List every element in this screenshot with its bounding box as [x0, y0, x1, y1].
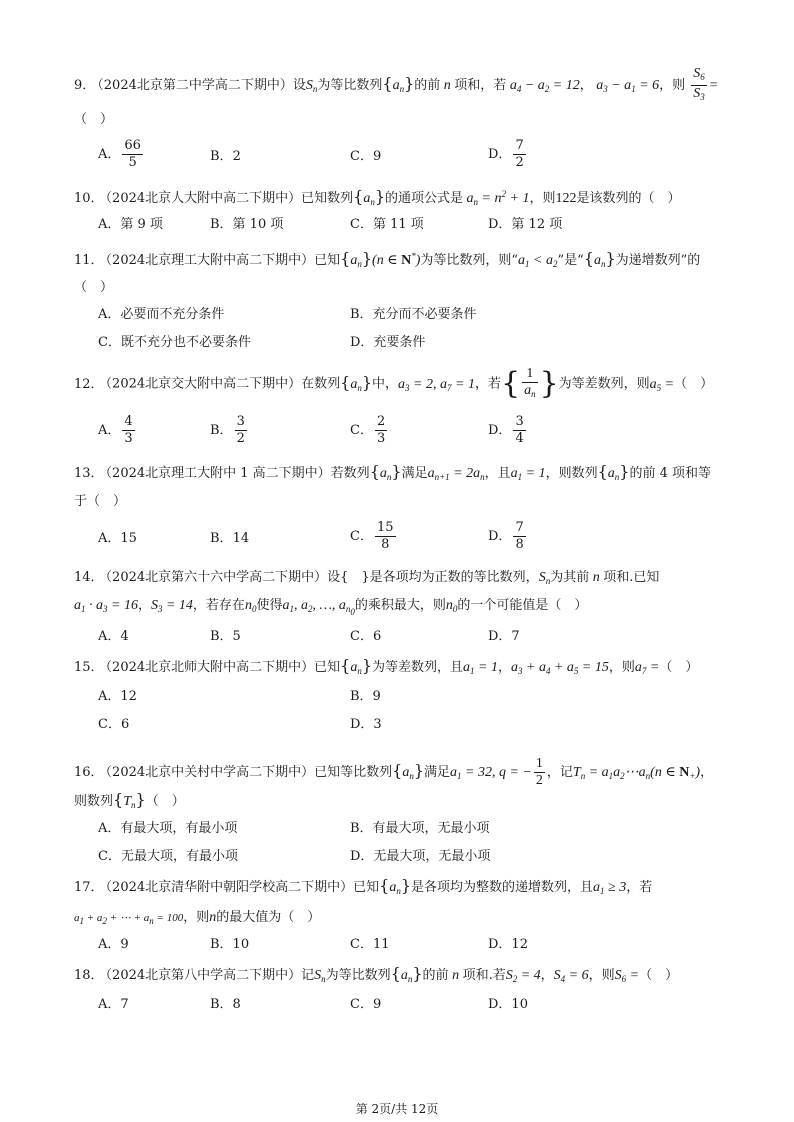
- question-16: 16． （2024北京中关村中学高二下期中）已知等比数列$\{a_n\}$满足$a_1 = 32$, q = − $\frac{1}{2}$ ，记$T_n$ = $a_1a_2\cdots a_n(n$ ∈ $N_+$)，: [74, 756, 714, 788]
- q18-option-d[interactable]: D．10: [488, 997, 528, 1012]
- q17-option-b[interactable]: B．10: [210, 937, 250, 952]
- q11-option-c[interactable]: C．既不充分也不必要条件: [98, 335, 251, 350]
- q11-option-d[interactable]: D．充要条件: [350, 335, 426, 350]
- q18-option-b[interactable]: B．8: [210, 997, 241, 1012]
- q9-option-c[interactable]: C．9: [350, 149, 382, 164]
- q11-answer-paren: （ ）: [74, 280, 114, 295]
- q15-option-d[interactable]: D．3: [350, 717, 382, 732]
- q15-option-a[interactable]: A．12: [98, 689, 137, 704]
- q13-option-a[interactable]: A．15: [98, 531, 137, 546]
- question-18: 18． （2024北京第八中学高二下期中）记$S_n$为等比数列$\{a_n\}$的前 n 项和.若$S_2 = 4$，$S_4 = 6$，则$S_6$ =（ ）: [74, 964, 679, 984]
- q17-option-a[interactable]: A．9: [98, 937, 129, 952]
- q13-option-b[interactable]: B．14: [210, 531, 250, 546]
- q18-option-a[interactable]: A．7: [98, 997, 129, 1012]
- q17-line2: $a_1 + a_2$ + ⋯ + $a_n = 100$，则n的最大值为（ ）: [74, 910, 321, 926]
- question-15: 15． （2024北京北师大附中高二下期中）已知$\{a_n\}$为等差数列，且$a_1 = 1$，$a_3 + a_4 + a_5 = 15$，则$a_7$ =（ ）: [74, 656, 699, 676]
- q11-option-b[interactable]: B．充分而不必要条件: [350, 307, 477, 322]
- q10-option-d[interactable]: D．第 12 项: [488, 217, 563, 232]
- q16-option-a[interactable]: A．有最大项，有最小项: [98, 821, 238, 836]
- q13-option-c[interactable]: C． $\frac{15}{8}$: [350, 520, 394, 552]
- question-9: 9． （2024北京第二中学高二下期中）设$S_n$为等比数列$\{a_n\}$的前 n 项和，若 $a_4 - a_2 = 12$， $a_3 - a_1 = 6$，则 $\frac{S_6}{S_3}$ =: [74, 66, 734, 105]
- q10-option-c[interactable]: C．第 11 项: [350, 217, 424, 232]
- question-17: 17． （2024北京清华附中朝阳学校高二下期中）已知$\{a_n\}$是各项均为整数的递增数列，且$a_1 \ge 3$，若: [74, 876, 653, 896]
- question-13: 13． （2024北京理工大附中 1 高二下期中）若数列$\{a_n\}$满足$a_{n+1} = 2a_n$，且$a_1 = 1$，则数列$\{a_n\}$的前 4 项和等: [74, 462, 712, 482]
- q9-eq1: $a_4 - a_2 = 12$: [506, 78, 580, 94]
- q16-option-d[interactable]: D．无最大项，无最小项: [350, 849, 491, 864]
- q17-option-c[interactable]: C．11: [350, 937, 390, 952]
- q15-option-c[interactable]: C．6: [98, 717, 130, 732]
- q14-option-c[interactable]: C．6: [350, 629, 382, 644]
- question-14: 14． （2024北京第六十六中学高二下期中）设{ }是各项均为正数的等比数列，$S_n$为其前 n 项和.已知: [74, 570, 660, 586]
- q14-option-d[interactable]: D．7: [488, 629, 520, 644]
- question-11: 11． （2024北京理工大附中高二下期中）已知$\{a_n\}(n$ ∈ N*)为等比数列，则“$a_1 < a_2$”是“$\{a_n\}$为递增数列”的: [74, 249, 701, 269]
- q12-option-b[interactable]: B． $\frac{3}{2}$: [210, 414, 245, 446]
- question-10: 10． （2024北京人大附中高二下期中）已知数列$\{a_n\}$的通项公式是 $a_n = n^2 + 1$，则122是该数列的（ ）: [74, 187, 681, 207]
- q12-option-d[interactable]: D． $\frac{3}{4}$: [488, 414, 524, 446]
- page-footer: 第 2页/共 12页: [355, 1102, 439, 1116]
- q12-option-a[interactable]: A． $\frac{4}{3}$: [98, 414, 133, 446]
- q16-line2: 则数列$\{T_n\}$（ ）: [74, 790, 185, 810]
- q14-option-b[interactable]: B．5: [210, 629, 241, 644]
- q14-option-a[interactable]: A．4: [98, 629, 129, 644]
- q18-option-c[interactable]: C．9: [350, 997, 382, 1012]
- q10-option-a[interactable]: A．第 9 项: [98, 217, 163, 232]
- q17-option-d[interactable]: D．12: [488, 937, 528, 952]
- q10-option-b[interactable]: B．第 10 项: [210, 217, 284, 232]
- q13-option-d[interactable]: D． $\frac{7}{8}$: [488, 520, 524, 552]
- q9-option-d[interactable]: D． $\frac{7}{2}$: [488, 138, 524, 170]
- q13-line2: 于（ ）: [74, 494, 127, 509]
- q11-option-a[interactable]: A．必要而不充分条件: [98, 307, 225, 322]
- q9-eq2: $a_3 - a_1 = 6$: [592, 78, 660, 94]
- question-14-line2: $a_1 \cdot a_3 = 16$，$S_3 = 14$，若存在$n_0$使得$a_1$, $a_2$, …, $a_{n_0}$的乘积最大，则$n_0$的一个可能值是（ ）: [74, 598, 588, 617]
- q15-option-b[interactable]: B．9: [350, 689, 381, 704]
- question-12: 12． （2024北京交大附中高二下期中）在数列$\{a_n\}$中，$a_3 = 2$, $a_7 = 1$，若{ $\frac{1}{a_n}$ }为等差数列，则$a_5$ =（ ）: [74, 366, 714, 401]
- q12-option-c[interactable]: C． $\frac{2}{3}$: [350, 414, 386, 446]
- q9-fraction: $\frac{S_6}{S_3}$: [693, 66, 705, 102]
- q9-answer-paren: （ ）: [74, 112, 114, 127]
- q16-option-b[interactable]: B．有最大项，无最小项: [350, 821, 490, 836]
- q16-option-c[interactable]: C．无最大项，有最小项: [98, 849, 238, 864]
- q9-option-a[interactable]: A． $\frac{66}{5}$: [98, 138, 141, 170]
- q9-option-b[interactable]: B．2: [210, 149, 241, 164]
